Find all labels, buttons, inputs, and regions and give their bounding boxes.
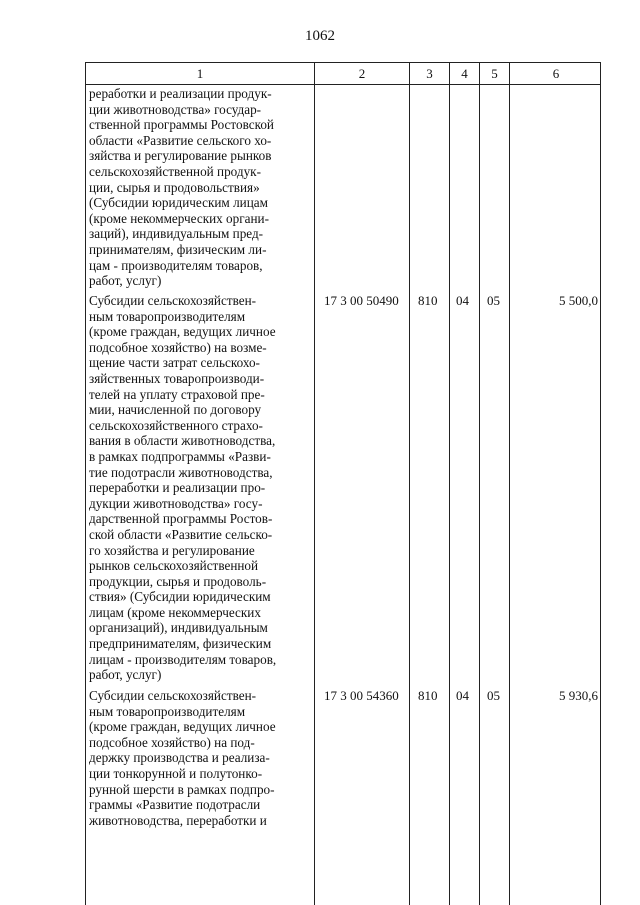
page-number: 1062 bbox=[305, 28, 335, 44]
header-col-6: 6 bbox=[552, 66, 560, 81]
budget-code: 17 3 00 54360 bbox=[324, 688, 399, 703]
row-description: Субсидии сельскохозяйствен- ным товаропроизводителям (кроме граждан, ведущих личное подсобное хозяйство) на под- держку производства и реализа- ции тонкорунной и полутонко- рунной шерсти в рамках подпро- граммы «Развитие подотрасли животноводства, переработки и bbox=[89, 688, 276, 828]
row-description: реработки и реализации продук- ции животноводства» государ- ственной программы Ростовской области «Развитие сельского хо- зяйства и регулирование рынков сельскохозяйственной продук- ции, сырья и продовольствия» (Субсидии юридическим лицам (кроме некоммерческих органи- заций), индивидуальным пред- принимателям, физическим ли- цам - производителям товаров, работ, услуг) bbox=[89, 86, 274, 289]
subsection-code: 05 bbox=[487, 688, 500, 703]
amount: 5 500,0 bbox=[559, 293, 598, 308]
column-rule bbox=[314, 85, 315, 905]
column-rule bbox=[509, 85, 510, 905]
budget-code: 17 3 00 50490 bbox=[324, 293, 399, 308]
subsection-code: 05 bbox=[487, 293, 500, 308]
header-col-1: 1 bbox=[86, 63, 315, 84]
header-col-4: 4 bbox=[450, 63, 480, 84]
header-col-3: 3 bbox=[410, 63, 450, 84]
column-rule bbox=[600, 85, 601, 905]
column-rule bbox=[479, 85, 480, 905]
column-rule bbox=[449, 85, 450, 905]
amount: 5 930,6 bbox=[559, 688, 598, 703]
section-code: 04 bbox=[456, 688, 469, 703]
row-description: Субсидии сельскохозяйствен- ным товаропроизводителям (кроме граждан, ведущих личное подсобное хозяйство) на возме- щение части затрат сельскохо- зяйственных товаропроизводи- телей на уплату страховой пре- мии, начисленной по договору сельскохозяйственного страхо- вания в области животноводства, в рамках подпрограммы «Разви- тие подотрасли животноводства, переработки и реализации про- дукции животноводства» госу- дарственной программы Ростов- ской области «Развитие сельско- го хозяйства и регулирование рынков сельскохозяйственной продукции, сырья и продоволь- ствия» (Субсидии юридическим лицам (кроме некоммерческих организаций), индивидуальным предпринимателям, физическим лицам - производителям товаров, работ, услуг) bbox=[89, 293, 277, 683]
table-header bbox=[85, 62, 601, 85]
column-rule bbox=[409, 85, 410, 905]
header-col-2: 2 bbox=[315, 63, 410, 84]
header-col-5: 5 bbox=[480, 63, 510, 84]
column-rule bbox=[85, 85, 86, 905]
section-code: 04 bbox=[456, 293, 469, 308]
expense-type: 810 bbox=[418, 293, 438, 308]
expense-type: 810 bbox=[418, 688, 438, 703]
